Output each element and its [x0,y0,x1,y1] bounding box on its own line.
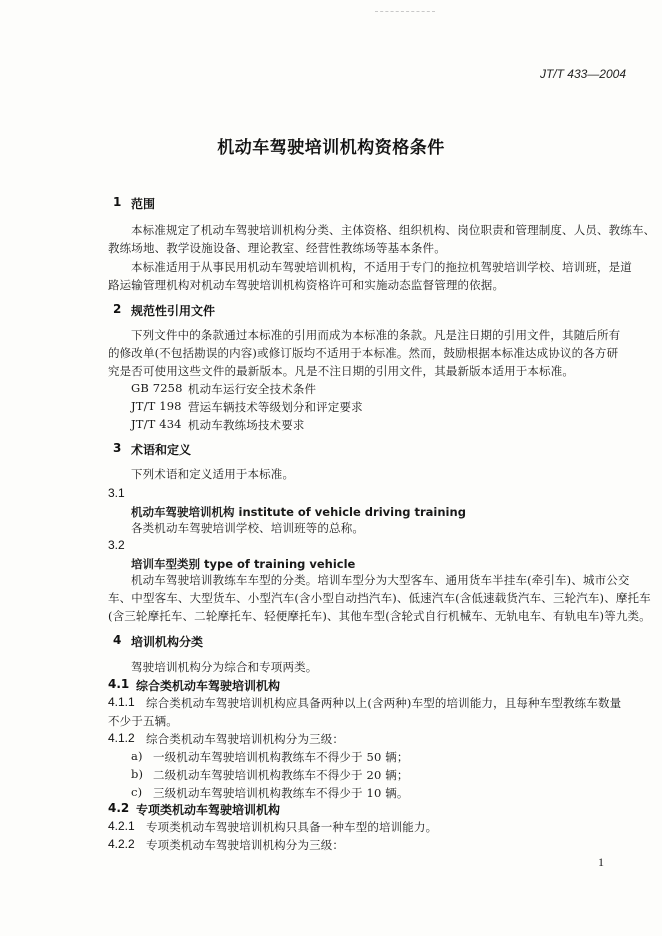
section-3-number: 3 [113,441,122,455]
clause-4-1-1-number: 4.1.1 [108,695,135,709]
section-1-para1-line1: 本标准规定了机动车驾驶培训机构分类、主体资格、组织机构、岗位职责和管理制度、人员、教练车、 [131,223,656,237]
section-4-2-number: 4.2 [108,801,130,815]
section-3-title: 术语和定义 [131,443,192,457]
section-1-title: 范围 [131,197,156,211]
list-item-mark: c) [131,785,143,799]
clause-4-1-2-text: 综合类机动车驾驶培训机构分为三级： [146,732,345,746]
section-1-para1-line2: 教练场地、教学设施设备、理论教室、经营性教练场等基本条件。 [108,241,446,255]
list-item-text: 三级机动车驾驶培训机构教练车不得少于 10 辆。 [153,786,409,800]
standard-code: JT/T 433—2004 [539,67,626,81]
list-item-mark: b) [131,767,144,781]
section-4-title: 培训机构分类 [131,635,204,649]
clause-4-2-2-text: 专项类机动车驾驶培训机构分为三级： [146,838,345,852]
ref-code: JT/T 434 [131,417,182,431]
term-3-2-def-line1: 机动车驾驶培训教练车车型的分类。培训车型分为大型客车、通用货车半挂车(牵引车)、城市公交 [131,573,630,587]
term-3-2-def-line2: 车、中型客车、大型货车、小型汽车(含小型自动挡汽车)、低速汽车(含低速载货汽车、三轮汽车)、摩托车 [108,591,651,605]
clause-4-2-1-number: 4.2.1 [108,819,135,833]
section-4-1-title: 综合类机动车驾驶培训机构 [136,679,281,693]
clause-4-1-1-line1: 综合类机动车驾驶培训机构应具备两种以上(含两种)车型的培训能力，且每种车型教练车数量 [146,696,622,710]
term-3-1-title: 机动车驾驶培训机构 institute of vehicle driving training [131,505,466,519]
section-4-1-number: 4.1 [108,677,130,691]
scan-artifact-line [375,11,435,13]
section-4-number: 4 [113,633,122,647]
section-2-para-line2: 的修改单(不包括勘误的内容)或修订版均不适用于本标准。然而，鼓励根据本标准达成协议的各方研 [108,346,619,360]
term-3-1-definition: 各类机动车驾驶培训学校、培训班等的总称。 [131,521,364,535]
ref-name: 机动车教练场技术要求 [188,418,305,432]
page-title: 机动车驾驶培训机构资格条件 [217,138,445,158]
term-3-2-def-line3: (含三轮摩托车、二轮摩托车、轻便摩托车)、其他车型(含轮式自行机械车、无轨电车、有轨电车)等九类。 [108,609,651,623]
list-item-mark: a) [131,749,143,763]
term-3-1-number: 3.1 [108,486,125,500]
section-2-title: 规范性引用文件 [131,304,216,318]
ref-code: JT/T 198 [131,399,182,413]
section-3-intro: 下列术语和定义适用于本标准。 [131,467,295,481]
clause-4-2-1-text: 专项类机动车驾驶培训机构只具备一种车型的培训能力。 [146,820,438,834]
clause-4-2-2-number: 4.2.2 [108,837,135,851]
list-item-text: 二级机动车驾驶培训机构教练车不得少于 20 辆； [153,768,409,782]
list-item-text: 一级机动车驾驶培训机构教练车不得少于 50 辆； [153,750,409,764]
page-number: 1 [598,855,604,869]
term-3-2-number: 3.2 [108,538,125,552]
ref-name: 机动车运行安全技术条件 [188,382,317,396]
section-1-para2-line2: 路运输管理机构对机动车驾驶培训机构资格许可和实施动态监督管理的依据。 [108,278,505,292]
section-1-para2-line1: 本标准适用于从事民用机动车驾驶培训机构，不适用于专门的拖拉机驾驶培训学校、培训班，是道 [131,260,632,274]
ref-code: GB 7258 [131,381,183,395]
section-2-para-line3: 究是否可使用这些文件的最新版本。凡是不注日期的引用文件，其最新版本适用于本标准。 [108,364,574,378]
clause-4-1-1-line2: 不少于五辆。 [108,714,178,728]
section-2-number: 2 [113,302,122,316]
clause-4-1-2-number: 4.1.2 [108,731,135,745]
section-1-number: 1 [113,195,122,209]
section-2-para-line1: 下列文件中的条款通过本标准的引用而成为本标准的条款。凡是注日期的引用文件，其随后所有 [131,328,621,342]
term-3-2-title: 培训车型类别 type of training vehicle [131,557,356,571]
section-4-intro: 驾驶培训机构分为综合和专项两类。 [131,660,318,674]
ref-name: 营运车辆技术等级划分和评定要求 [188,400,363,414]
section-4-2-title: 专项类机动车驾驶培训机构 [136,803,281,817]
